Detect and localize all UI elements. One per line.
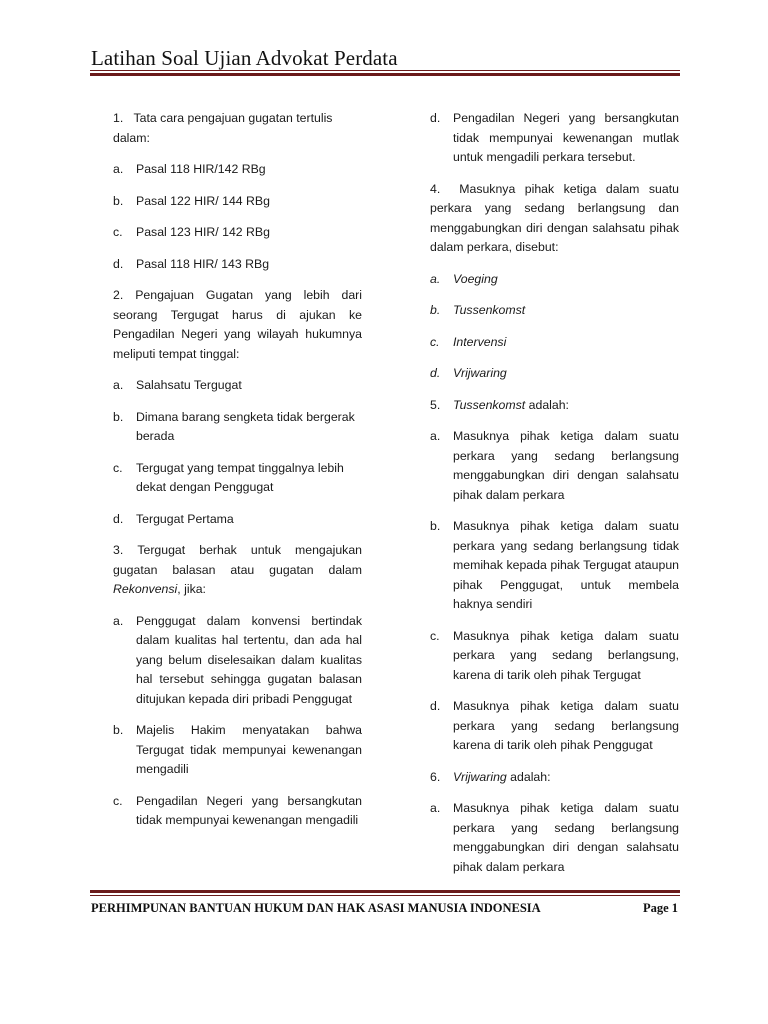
q2-option-b: b. Dimana barang sengketa tidak bergerak berada [113, 409, 355, 443]
q5-option-a: a. Masuknya pihak ketiga dalam suatu perkara yang sedang berlangsung menggabungkan diri dengan salahsatu pihak dalam perkara [430, 429, 679, 502]
q3-option-b: b. Majelis Hakim menyatakan bahwa Tergugat tidak mempunyai kewenangan mengadili [113, 723, 362, 776]
header-rule [90, 70, 680, 76]
q2-option-a: a. Salahsatu Tergugat [113, 378, 242, 392]
question-3: 3. Tergugat berhak untuk mengajukan gugatan balasan atau gugatan dalam Rekonvensi, jika: [113, 543, 363, 596]
q5-option-c: c. Masuknya pihak ketiga dalam suatu perkara yang sedang berlangsung, karena di tarik oleh pihak Tergugat [430, 628, 679, 682]
q5-option-b: b. Masuknya pihak ketiga dalam suatu perkara yang sedang berlangsung tidak memihak kepada pihak Tergugat ataupun pihak Penggugat, untuk membela haknya sendiri [430, 519, 679, 611]
question-1: 1. Tata cara pengajuan gugatan tertulis dalam: [113, 111, 333, 145]
footer-rule [90, 890, 680, 896]
question-6: 6. Vrijwaring adalah: [430, 769, 551, 784]
q3-option-d: d. Pengadilan Negeri yang bersangkutan tidak mempunyai kewenangan mutlak untuk mengadili perkara tersebut. [430, 111, 679, 164]
page-title: Latihan Soal Ujian Advokat Perdata [91, 46, 398, 70]
q1-option-a: a. Pasal 118 HIR/142 RBg [113, 162, 266, 176]
q4-option-c: c. Intervensi [430, 334, 507, 349]
left-column [113, 109, 362, 843]
page-number: Page 1 [642, 901, 678, 915]
q3-option-c: c. Pengadilan Negeri yang bersangkutan tidak mempunyai kewenangan mengadili [113, 793, 362, 827]
q3-option-a: a. Penggugat dalam konvensi bertindak dalam kualitas hal tertentu, dan ada hal yang belum diselesaikan dalam kualitas hal tersebut sehingga gugatan balasan ditujukan kepada diri pribadi Penggugat [113, 613, 362, 706]
q2-option-c: c. Tergugat yang tempat tinggalnya lebih dekat dengan Penggugat [113, 460, 344, 494]
q4-option-a: a. Voeging [430, 271, 498, 286]
footer-organization: PERHIMPUNAN BANTUAN HUKUM DAN HAK ASASI MANUSIA INDONESIA [91, 901, 541, 915]
question-2: 2. Pengajuan Gugatan yang lebih dari seorang Tergugat harus di ajukan ke Pengadilan Negeri yang wilayah hukumnya meliputi tempat tinggal: [113, 288, 362, 361]
q1-option-b: b. Pasal 122 HIR/ 144 RBg [113, 193, 270, 208]
q5-option-d: d. Masuknya pihak ketiga dalam suatu perkara yang sedang berlangsung karena di tarik oleh pihak Penggugat [430, 699, 679, 752]
right-column [430, 109, 679, 889]
q2-option-d: d. Tergugat Pertama [113, 511, 234, 526]
question-4: 4. Masuknya pihak ketiga dalam suatu perkara yang sedang berlangsung dan menggabungkan diri dengan salahsatu pihak dalam perkara, disebut: [430, 181, 679, 254]
q6-option-a: a. Masuknya pihak ketiga dalam suatu perkara yang sedang berlangsung menggabungkan diri dengan salahsatu pihak dalam perkara [430, 801, 679, 874]
q1-option-d: d. Pasal 118 HIR/ 143 RBg [113, 256, 270, 271]
q4-option-b: b. Tussenkomst [430, 303, 526, 317]
q4-option-d: d. Vrijwaring [430, 366, 507, 380]
q1-option-c: c. Pasal 123 HIR/ 142 RBg [113, 225, 270, 239]
question-5: 5. Tussenkomst adalah: [430, 397, 569, 412]
